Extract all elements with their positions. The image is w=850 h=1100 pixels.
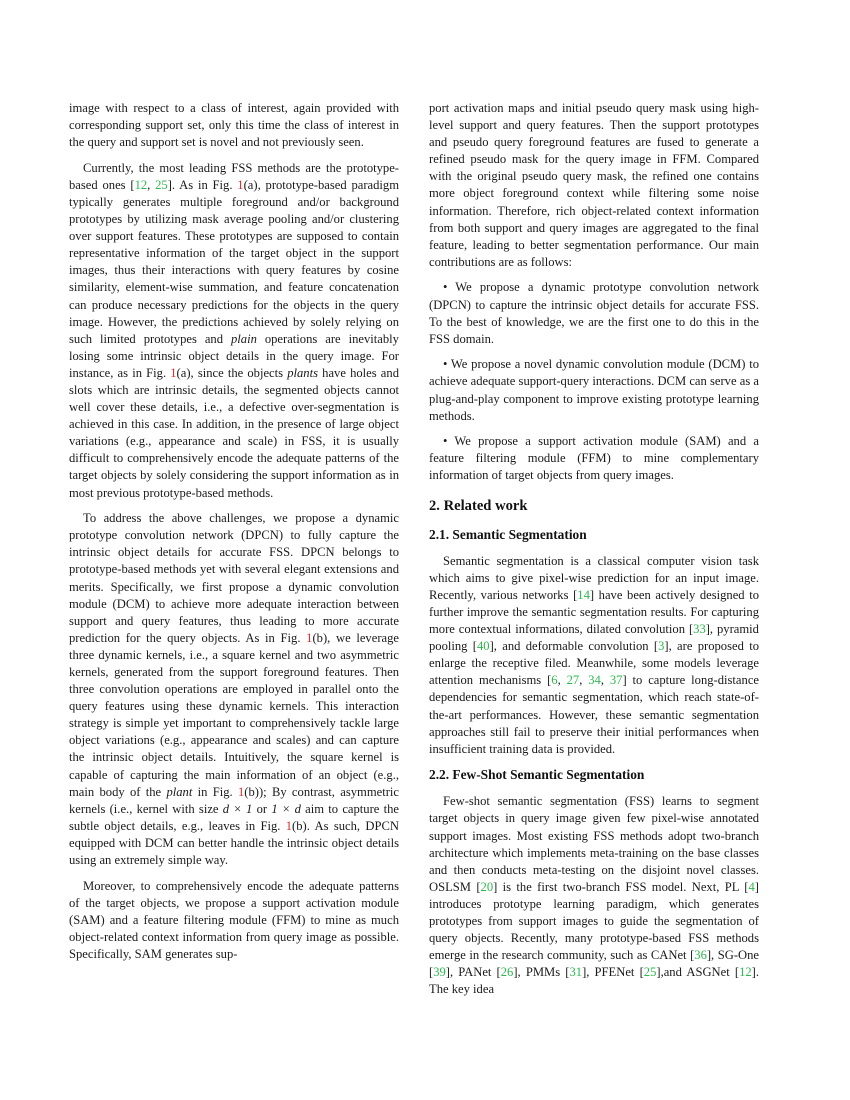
figure-link[interactable]: 1: [237, 784, 245, 799]
citation-link[interactable]: 12: [739, 965, 752, 980]
citation-link[interactable]: 27: [566, 673, 580, 688]
figure-link[interactable]: 1: [237, 177, 244, 192]
math-expression: 1 × d: [271, 801, 301, 816]
figure-link[interactable]: 1: [285, 818, 293, 833]
paragraph: image with respect to a class of interest, again provided with corresponding support set, only this time the class of interest in the query and support set is novel and not previously seen.: [69, 101, 399, 150]
paragraph: Few-shot semantic segmentation (FSS) learns to segment target objects in query image given few pixel-wise annotated support images. Most existing FSS methods adopt two-branch architecture which implements meta-training on the base classes and then conducts meta-testing on the disjoint novel classes. OSLSM [20] is the first two-branch FSS model. Next, PL [4] introduces prototype learning paradigm, which generates prototypes from support images to guide the segmentation of query objects. Recently, many prototype-based FSS methods emerge in the research community, such as CANet [36], SG-One [39], PANet [26], PMMs [31], PFENet [25],and ASGNet [12]. The key idea: [429, 794, 759, 997]
paragraph: port activation maps and initial pseudo query mask using high-level support and query features. Then the support prototypes and pseudo query foreground features are fused to generate a refined pseudo mask for the query image in FFM. Compared with the original pseudo query mask, the refined one contains more object foreground context while filtering some noise information. Therefore, rich object-related context information from both support and query images are aggregated to the final feature, leading to better segmentation performance. Our main contributions are as follows:: [429, 101, 759, 269]
contribution-item: • We propose a dynamic prototype convolution network (DPCN) to capture the intrinsic object details for accurate FSS. To the best of knowledge, we are the first one to do this in the FSS domain.: [429, 280, 759, 346]
citation-link[interactable]: 20: [480, 879, 494, 894]
subsection-heading: 2.2. Few-Shot Semantic Segmentation: [429, 767, 645, 783]
paragraph: To address the above challenges, we propose a dynamic prototype convolution network (DPCN) to fully capture the intrinsic object details for accurate FSS. DPCN belongs to prototype-based methods yet with several elegant extensions and merits. Specifically, we first propose a dynamic convolution module (DCM) to achieve more adequate interaction between support and query features, thus leading to more accurate prediction for the query objects. As in Fig. 1(b), we leverage three dynamic kernels, i.e., a square kernel and two asymmetric kernels, generated from the support foreground features. Then three convolution operations are employed in parallel onto the query features using these dynamic kernels. This interaction strategy is simple yet important to comprehensively tackle large object variations (e.g., appearance and scales) and can capture the intrinsic object details. Intuitively, the square kernel is capable of capturing the main information of an object (e.g., main body of the plant in Fig. 1(b)); By contrast, asymmetric kernels (i.e., kernel with size d × 1 or 1 × d aim to capture the subtle object details, e.g., leaves in Fig. 1(b). As such, DPCN equipped with DCM can better handle the intrinsic object details using an extremely simple way.: [69, 511, 400, 868]
citation-link[interactable]: 14: [577, 587, 590, 602]
subsection-heading: 2.1. Semantic Segmentation: [429, 526, 587, 542]
section-heading: 2. Related work: [429, 498, 528, 515]
citation-link[interactable]: 26: [500, 965, 514, 980]
math-expression: d × 1: [222, 801, 253, 816]
citation-link[interactable]: 25: [643, 965, 657, 980]
citation-link[interactable]: 39: [433, 965, 446, 980]
paragraph: Semantic segmentation is a classical computer vision task which aims to give pixel-wise prediction for an input image. Recently, various networks [14] have been actively designed to further improve the semantic segmentation results. For capturing more contextual informations, dilated convolution [33], pyramid pooling [40], and deformable convolution [3], are proposed to enlarge the receptive filed. Meanwhile, some models leverage attention mechanisms [6, 27, 34, 37] to capture long-distance dependencies for semantic segmentation, which reach state-of-the-art performances. However, these semantic segmentation approaches still fail to preserve their initial performances when insufficient training data is provided.: [429, 553, 759, 756]
figure-link[interactable]: 1: [306, 630, 313, 645]
citation-link[interactable]: 25: [155, 177, 168, 192]
citation-link[interactable]: 36: [694, 948, 707, 963]
citation-link[interactable]: 33: [693, 622, 706, 637]
citation-link[interactable]: 40: [477, 639, 490, 654]
citation-link[interactable]: 31: [569, 965, 583, 980]
citation-link[interactable]: 34: [588, 673, 601, 688]
citation-link[interactable]: 37: [609, 673, 623, 688]
citation-link[interactable]: 3: [658, 639, 665, 654]
citation-link[interactable]: 6: [551, 673, 558, 688]
right-column: [429, 100, 759, 1007]
figure-link[interactable]: 1: [170, 365, 177, 380]
paragraph: Moreover, to comprehensively encode the adequate patterns of the target objects, we propose a support activation module (SAM) and a feature filtering module (FFM) to mine as much object-related context information from query image as possible. Specifically, SAM generates sup-: [69, 878, 399, 961]
citation-link[interactable]: 4: [748, 879, 755, 894]
left-column: [69, 100, 399, 972]
citation-link[interactable]: 12: [134, 177, 148, 192]
contribution-item: • We propose a support activation module (SAM) and a feature filtering module (FFM) to mine complementary information of target objects from query images.: [429, 434, 759, 483]
paragraph: Currently, the most leading FSS methods are the prototype-based ones [12, 25]. As in Fig. 1(a), prototype-based paradigm typically generates multiple foreground and/or background prototypes by utilizing mask average pooling and/or clustering over support features. These prototypes are supposed to contain representative information of the target object in the support images, thus their interactions with query features by cosine similarity, element-wise summation, and feature concatenation can produce necessary predictions for the objects in the query image. However, the predictions achieved by solely relying on such limited prototypes and plain operations are inevitably losing some intrinsic object details in the query image. For instance, as in Fig. 1(a), since the objects plants have holes and slots which are intrinsic details, the segmented objects cannot well cover these details, i.e., a defective over-segmentation is achieved in this case. In addition, in the presence of large object variations (e.g., appearance and scale) in FSS, it is usually difficult to comprehensively encode the adequate patterns of the target objects by solely considering the support information as in most previous prototype-based methods.: [69, 160, 400, 500]
contribution-item: • We propose a novel dynamic convolution module (DCM) to achieve adequate support-query interactions. DCM can serve as a plug-and-play component to improve existing prototype learning methods.: [429, 357, 759, 423]
